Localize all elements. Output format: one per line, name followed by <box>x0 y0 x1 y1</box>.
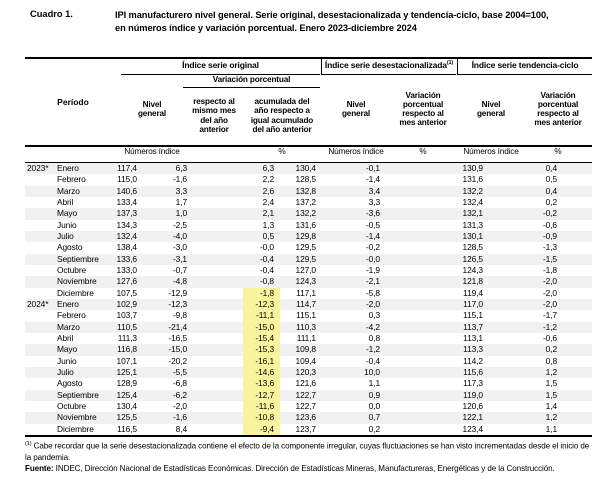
value-cell: 123,6 <box>295 412 316 423</box>
value-cell: 121,6 <box>295 378 316 389</box>
value-cell: 0,4 <box>545 163 557 173</box>
value-cell: -0,6 <box>542 332 557 343</box>
table-row <box>25 401 592 412</box>
month-label: Diciembre <box>57 423 94 434</box>
source-text: INDEC, Dirección Nacional de Estadísticas Económicas. Dirección de Estadísticas Mineras, Manufactureras, Energéticas y de la Construcción. <box>53 464 555 473</box>
value-cell: -1,3 <box>542 242 557 253</box>
month-label: Julio <box>57 230 74 241</box>
value-cell: 122,1 <box>462 412 483 423</box>
table-row <box>25 174 592 185</box>
value-cell: 0,0 <box>368 400 380 411</box>
value-cell: 115,1 <box>463 310 483 321</box>
value-cell: 134,3 <box>116 219 137 230</box>
value-cell: -0,8 <box>259 276 274 287</box>
value-cell: 103,7 <box>116 310 137 321</box>
value-cell: 131,6 <box>462 174 483 185</box>
month-label: Marzo <box>57 321 80 332</box>
value-cell: 126,5 <box>462 253 483 264</box>
value-cell: 132,2 <box>462 185 483 196</box>
table-row <box>25 333 592 344</box>
value-cell: 129,8 <box>295 230 316 241</box>
value-cell: 115,1 <box>296 310 316 321</box>
units-row <box>25 147 592 160</box>
group-desestacionalizada-title: Índice serie desestacionalizada$^{(1)}$ <box>324 60 454 70</box>
value-cell: 131,6 <box>295 219 316 230</box>
month-label: Octubre <box>57 400 87 411</box>
value-cell: 119,0 <box>463 389 483 400</box>
table-row <box>25 390 592 401</box>
value-cell: -2,0 <box>542 276 557 287</box>
col-header-var-desest: Variación porcentual respecto al mes anterior <box>399 90 447 128</box>
value-cell: -0,7 <box>172 264 187 275</box>
value-cell: -2,0 <box>542 298 557 309</box>
value-cell: 127,6 <box>116 276 137 287</box>
value-cell: 130,4 <box>295 163 316 173</box>
value-cell: -10,8 <box>255 412 274 423</box>
rule-bottom <box>25 435 592 437</box>
value-cell: 102,9 <box>116 298 137 309</box>
month-label: Noviembre <box>57 412 97 423</box>
value-cell: -12,3 <box>168 298 187 309</box>
value-cell: -0,0 <box>259 242 274 253</box>
table-row <box>25 231 592 242</box>
month-label: Agosto <box>57 242 83 253</box>
table-row <box>25 299 592 310</box>
value-cell: 130,4 <box>116 400 137 411</box>
value-cell: -1,7 <box>542 310 557 321</box>
value-cell: -12,3 <box>255 298 274 309</box>
value-cell: 133,4 <box>116 196 137 207</box>
value-cell: -2,5 <box>172 219 187 230</box>
unit-label: Números índice <box>328 147 384 156</box>
value-cell: 0,3 <box>368 310 380 321</box>
col-header-respecto-mismo-mes: respecto al mismo mes del año anterior <box>192 97 236 134</box>
table-row <box>25 424 592 435</box>
value-cell: 125,4 <box>116 389 137 400</box>
unit-label: Números índice <box>124 147 180 156</box>
value-cell: 114,2 <box>463 355 483 366</box>
table-number: Cuadro 1. <box>30 9 73 19</box>
value-cell: -3,0 <box>172 242 187 253</box>
value-cell: 117,4 <box>117 163 137 173</box>
month-label: Agosto <box>57 378 83 389</box>
group-desestacionalizada <box>322 60 456 143</box>
value-cell: -1,6 <box>172 412 187 423</box>
source-label: Fuente: <box>25 464 54 473</box>
value-cell: 120,6 <box>462 400 483 411</box>
value-cell: 124,3 <box>462 264 483 275</box>
table-row <box>25 242 592 253</box>
table-row <box>25 276 592 287</box>
value-cell: 130,9 <box>462 163 483 173</box>
value-cell: -2,1 <box>365 276 380 287</box>
value-cell: -4,8 <box>172 276 187 287</box>
value-cell: -0,4 <box>259 253 274 264</box>
table-row <box>25 265 592 276</box>
value-cell: 1,5 <box>545 389 557 400</box>
value-cell: 1,5 <box>545 378 557 389</box>
value-cell: -1,2 <box>365 344 380 355</box>
month-label: Junio <box>57 355 77 366</box>
value-cell: -1,4 <box>365 174 380 185</box>
value-cell: 114,7 <box>296 298 316 309</box>
value-cell: 3,3 <box>368 196 380 207</box>
value-cell: -6,2 <box>172 389 187 400</box>
value-cell: -12,7 <box>255 389 274 400</box>
footnote <box>25 441 592 464</box>
source-line <box>25 464 592 473</box>
unit-label: % <box>278 147 286 156</box>
value-cell: 116,8 <box>117 344 137 355</box>
variacion-title: Variación porcentual <box>212 75 291 84</box>
value-cell: 132,2 <box>295 208 316 219</box>
value-cell: 128,5 <box>295 174 316 185</box>
value-cell: 137,3 <box>116 208 137 219</box>
table-row <box>25 367 592 378</box>
value-cell: 111,1 <box>296 332 316 343</box>
month-label: Julio <box>57 366 74 377</box>
unit-label: % <box>419 147 427 156</box>
value-cell: 0,9 <box>368 389 380 400</box>
value-cell: 133,6 <box>116 253 137 264</box>
value-cell: 113,3 <box>463 344 483 355</box>
value-cell: 120,3 <box>295 366 316 377</box>
value-cell: 110,3 <box>296 321 316 332</box>
value-cell: 0,4 <box>545 185 557 196</box>
value-cell: 122,7 <box>295 400 316 411</box>
value-cell: 127,0 <box>295 264 316 275</box>
value-cell: 0,8 <box>545 355 557 366</box>
table-row <box>25 412 592 423</box>
value-cell: -16,5 <box>168 332 187 343</box>
value-cell: -1,8 <box>542 264 557 275</box>
month-label: Octubre <box>57 264 87 275</box>
value-cell: 1,2 <box>545 412 557 423</box>
value-cell: 113,1 <box>463 332 483 343</box>
value-cell: 116,5 <box>117 423 137 434</box>
month-label: Septiembre <box>57 253 99 264</box>
value-cell: 6,3 <box>262 163 274 173</box>
table-body <box>25 163 592 435</box>
month-label: Mayo <box>57 208 78 219</box>
table-title-line1: IPI manufacturero nivel general. Serie original, desestacionalizada y tendencia-ciclo, base 2004=100, <box>115 10 549 20</box>
table-row <box>25 186 592 197</box>
value-cell: -15,0 <box>255 321 274 332</box>
value-cell: -0,2 <box>365 242 380 253</box>
value-cell: 117,3 <box>463 378 483 389</box>
value-cell: -2,0 <box>172 400 187 411</box>
group-original <box>121 60 320 143</box>
month-label: Diciembre <box>57 287 94 298</box>
col-header-nivel-desest: Nivel general <box>341 99 371 118</box>
value-cell: 115,0 <box>117 174 137 185</box>
value-cell: 132,4 <box>462 196 483 207</box>
value-cell: -0,4 <box>365 355 380 366</box>
value-cell: 109,4 <box>295 355 316 366</box>
value-cell: -13,6 <box>255 378 274 389</box>
month-label: Enero <box>57 298 79 309</box>
value-cell: 132,1 <box>462 208 483 219</box>
table-row <box>25 288 592 299</box>
value-cell: -1,8 <box>259 287 274 298</box>
value-cell: 133,0 <box>116 264 137 275</box>
value-cell: 128,9 <box>116 378 137 389</box>
value-cell: -0,2 <box>542 208 557 219</box>
group-original-title: Índice serie original <box>182 60 259 70</box>
month-label: Febrero <box>57 310 86 321</box>
value-cell: 2,4 <box>262 196 274 207</box>
footnote-marker: (1) <box>25 441 32 447</box>
value-cell: 1,7 <box>175 196 187 207</box>
ipi-table <box>25 57 592 437</box>
month-label: Septiembre <box>57 389 99 400</box>
value-cell: 0,5 <box>262 230 274 241</box>
table-title <box>115 9 575 36</box>
group-tendencia <box>458 60 592 143</box>
value-cell: -0,1 <box>365 163 380 173</box>
value-cell: 1,1 <box>368 378 380 389</box>
value-cell: 1,3 <box>262 219 274 230</box>
value-cell: -0,6 <box>542 219 557 230</box>
value-cell: 138,4 <box>116 242 137 253</box>
table-title-line2: en números índice y variación porcentual. Enero 2023-diciembre 2024 <box>115 23 417 34</box>
value-cell: 109,8 <box>295 344 316 355</box>
month-label: Noviembre <box>57 276 97 287</box>
value-cell: -15,4 <box>255 332 274 343</box>
col-header-periodo: Período <box>57 97 89 107</box>
value-cell: -5,5 <box>172 366 187 377</box>
value-cell: -4,0 <box>172 230 187 241</box>
value-cell: 123,7 <box>295 423 316 434</box>
value-cell: 10,0 <box>364 366 380 377</box>
table-row <box>25 208 592 219</box>
value-cell: 107,1 <box>116 355 137 366</box>
table-row <box>25 163 592 174</box>
table-row <box>25 322 592 333</box>
value-cell: -1,6 <box>172 174 187 185</box>
table-row <box>25 378 592 389</box>
value-cell: 3,3 <box>175 185 187 196</box>
value-cell: 6,3 <box>175 163 187 173</box>
value-cell: 125,1 <box>116 366 137 377</box>
value-cell: -11,6 <box>256 400 274 411</box>
col-header-var-tendencia: Variación porcentual respecto al mes anterior <box>534 90 582 128</box>
value-cell: 107,5 <box>116 287 137 298</box>
value-cell: -2,0 <box>542 287 557 298</box>
value-cell: 117,1 <box>296 287 316 298</box>
value-cell: 115,6 <box>463 366 483 377</box>
value-cell: -1,4 <box>365 230 380 241</box>
value-cell: -1,5 <box>542 253 557 264</box>
value-cell: 110,5 <box>117 321 137 332</box>
value-cell: 137,2 <box>295 196 316 207</box>
value-cell: 140,6 <box>116 185 137 196</box>
value-cell: 128,5 <box>462 242 483 253</box>
value-cell: 0,2 <box>545 196 557 207</box>
table-row <box>25 356 592 367</box>
value-cell: -1,2 <box>542 321 557 332</box>
value-cell: -15,0 <box>168 344 187 355</box>
col-header-acumulada: acumulada del año respecto a igual acumulado del año anterior <box>250 97 314 134</box>
col-header-nivel-original: Nivel general <box>137 99 167 118</box>
value-cell: 1,4 <box>545 400 557 411</box>
value-cell: 1,1 <box>545 423 557 434</box>
value-cell: -5,8 <box>365 287 380 298</box>
month-label: Enero <box>57 163 79 173</box>
value-cell: 119,4 <box>463 287 483 298</box>
unit-label: % <box>554 147 562 156</box>
month-label: Junio <box>57 219 77 230</box>
value-cell: 122,7 <box>295 389 316 400</box>
value-cell: -14,6 <box>255 366 274 377</box>
value-cell: 0,8 <box>368 332 380 343</box>
group-tendencia-title: Índice serie tendencia-ciclo <box>471 60 579 70</box>
value-cell: 113,7 <box>463 321 483 332</box>
value-cell: 1,0 <box>175 208 187 219</box>
value-cell: 0,2 <box>368 423 380 434</box>
footnote-text: Cabe recordar que la serie desestacionalizada contiene el efecto de la componente irregular, cuyas fluctuaciones se han visto incrementadas desde el inicio de la pandemia. <box>25 441 590 462</box>
value-cell: 131,3 <box>462 219 483 230</box>
value-cell: -6,8 <box>172 378 187 389</box>
value-cell: 8,4 <box>175 423 187 434</box>
value-cell: 2,1 <box>262 208 274 219</box>
table-header <box>25 57 592 163</box>
value-cell: -9,4 <box>259 423 274 434</box>
value-cell: 132,8 <box>295 185 316 196</box>
value-cell: -2,0 <box>365 298 380 309</box>
value-cell: -9,8 <box>172 310 187 321</box>
value-cell: -20,2 <box>168 355 187 366</box>
value-cell: -3,6 <box>365 208 380 219</box>
month-label: Marzo <box>57 185 80 196</box>
value-cell: -1,9 <box>365 264 380 275</box>
col-header-nivel-tendencia: Nivel general <box>476 99 506 118</box>
value-cell: 117,0 <box>463 298 483 309</box>
value-cell: 0,2 <box>545 344 557 355</box>
unit-label: Números índice <box>463 147 519 156</box>
footnote-marker-sup: (1) <box>446 60 454 67</box>
month-label: Mayo <box>57 344 78 355</box>
value-cell: 132,4 <box>116 230 137 241</box>
value-cell: -3,1 <box>172 253 187 264</box>
value-cell: 129,5 <box>295 253 316 264</box>
value-cell: -0,5 <box>365 219 380 230</box>
value-cell: -0,4 <box>259 264 274 275</box>
value-cell: -15,3 <box>255 344 274 355</box>
variacion-block <box>183 75 320 143</box>
value-cell: 0,5 <box>545 174 557 185</box>
value-cell: 2,6 <box>262 185 274 196</box>
month-label: Abril <box>57 196 74 207</box>
value-cell: -12,9 <box>168 287 187 298</box>
value-cell: 123,4 <box>462 423 483 434</box>
year-label: 2024* <box>27 298 49 309</box>
value-cell: 124,3 <box>295 276 316 287</box>
table-row <box>25 254 592 265</box>
year-label: 2023* <box>27 163 49 173</box>
month-label: Febrero <box>57 174 86 185</box>
value-cell: 129,5 <box>295 242 316 253</box>
value-cell: -0,9 <box>542 230 557 241</box>
value-cell: 2,2 <box>262 174 274 185</box>
table-row <box>25 344 592 355</box>
value-cell: 1,2 <box>545 366 557 377</box>
month-label: Abril <box>57 332 74 343</box>
value-cell: -16,1 <box>255 355 274 366</box>
value-cell: -21,4 <box>168 321 187 332</box>
value-cell: 111,3 <box>117 332 137 343</box>
table-row <box>25 197 592 208</box>
value-cell: -4,2 <box>365 321 380 332</box>
table-row <box>25 220 592 231</box>
value-cell: -0,0 <box>365 253 380 264</box>
value-cell: 3,4 <box>368 185 380 196</box>
table-row <box>25 310 592 321</box>
value-cell: 0,7 <box>368 412 380 423</box>
value-cell: 130,1 <box>462 230 483 241</box>
value-cell: 125,5 <box>116 412 137 423</box>
value-cell: -11,1 <box>256 310 274 321</box>
value-cell: 121,8 <box>462 276 483 287</box>
